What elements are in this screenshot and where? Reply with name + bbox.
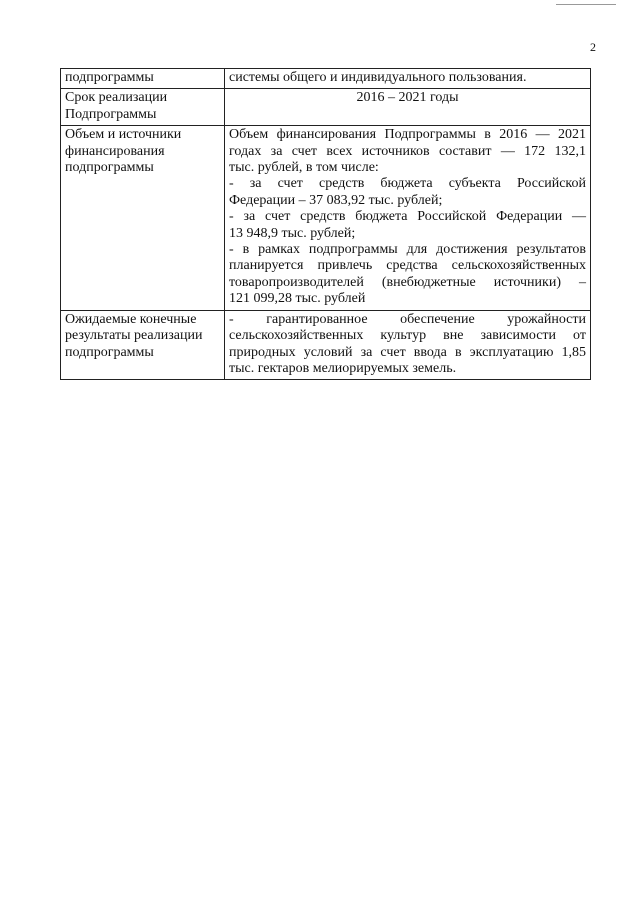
row-value-line: тыс. гектаров мелиорируемых земель. xyxy=(229,360,457,376)
row-label-cell xyxy=(61,89,225,126)
table-row-purpose xyxy=(61,69,591,89)
row-label: Подпрограммы xyxy=(65,106,157,122)
row-label: Ожидаемые конечные xyxy=(65,311,197,327)
row-value-line: природных условий за счет ввода в эксплуатацию 1,85 xyxy=(229,344,586,360)
row-label: Объем и источники xyxy=(65,127,182,143)
top-right-rule xyxy=(556,4,616,5)
row-value-line: - в рамках подпрограммы для достижения результатов xyxy=(229,242,586,258)
row-label: подпрограммы xyxy=(65,70,154,85)
row-value-line: товаропроизводителей (внебюджетные источники) – xyxy=(229,274,586,290)
row-value-line: 121 099,28 тыс. рублей xyxy=(229,291,366,307)
row-label-cell xyxy=(61,126,225,310)
row-value-line: годах за счет всех источников составит — 172 132,1 xyxy=(229,143,586,159)
row-value-line: тыс. рублей, в том числе: xyxy=(229,160,379,176)
row-value-line: 13 948,9 тыс. рублей; xyxy=(229,225,356,241)
row-label: Срок реализации xyxy=(65,90,168,106)
row-value-cell xyxy=(225,126,591,310)
row-value-cell xyxy=(225,69,591,89)
row-value-line: - гарантированное обеспечение урожайности xyxy=(229,311,586,327)
row-label-cell xyxy=(61,310,225,380)
row-label: результаты реализации xyxy=(65,328,203,344)
row-value-line: планируется привлечь средства сельскохозяйственных xyxy=(229,258,586,274)
row-value-line: 2016 – 2021 годы xyxy=(356,90,459,106)
row-label: подпрограммы xyxy=(65,160,154,176)
row-value-cell xyxy=(225,89,591,126)
row-value-line: Федерации – 37 083,92 тыс. рублей; xyxy=(229,192,443,208)
row-label: подпрограммы xyxy=(65,344,154,360)
row-label: финансирования xyxy=(65,143,165,159)
table-row-term xyxy=(61,89,591,126)
row-value-cell xyxy=(225,310,591,380)
row-value-line: - за счет средств бюджета субъекта Российской xyxy=(229,176,586,192)
passport-table xyxy=(60,68,591,380)
table-row-results xyxy=(61,310,591,380)
row-value-line: Объем финансирования Подпрограммы в 2016 — 2021 xyxy=(229,127,586,143)
row-value-line: системы общего и индивидуального пользования. xyxy=(229,70,527,85)
row-value-line: - за счет средств бюджета Российской Федерации — xyxy=(229,209,586,225)
page-number: 2 xyxy=(590,40,596,54)
table-row-funding xyxy=(61,126,591,310)
row-label-cell xyxy=(61,69,225,89)
row-value-line: сельскохозяйственных культур вне зависимости от xyxy=(229,328,586,344)
